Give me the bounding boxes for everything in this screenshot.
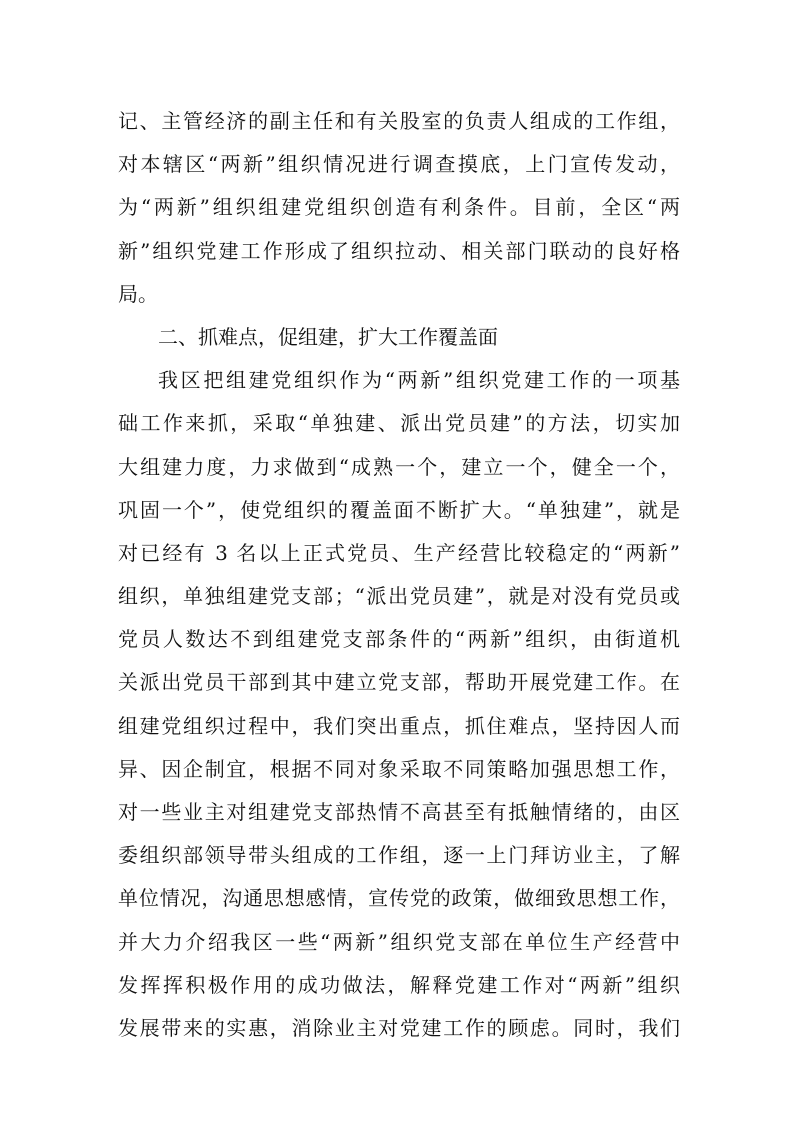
text-line: 我区把组建党组织作为“两新”组织党建工作的一项基 — [158, 368, 680, 393]
text-line: 对一些业主对组建党支部热情不高甚至有抵触情绪的，由区 — [118, 800, 680, 824]
text-line: 组建党组织过程中，我们突出重点，抓住难点，坚持因人而 — [118, 713, 680, 738]
text-line: 组织，单独组建党支部；“派出党员建”，就是对没有党员或 — [118, 584, 680, 609]
text-line: 异、因企制宜，根据不同对象采取不同策略加强思想工作， — [118, 756, 680, 781]
text-line: 对本辖区“两新”组织情况进行调查摸底，上门宣传发动， — [118, 152, 680, 177]
text-line: 关派出党员干部到其中建立党支部，帮助开展党建工作。在 — [118, 670, 680, 695]
text-line: 并大力介绍我区一些“两新”组织党支部在单位生产经营中 — [118, 929, 680, 954]
document-body — [118, 100, 680, 1050]
paragraph-1 — [118, 100, 680, 316]
text-line: 为“两新”组织组建党组织创造有利条件。目前，全区“两 — [118, 195, 680, 220]
text-line: 发展带来的实惠，消除业主对党建工作的顾虑。同时，我们 — [118, 1015, 680, 1040]
text-line: 局。 — [118, 281, 158, 306]
text-line: 础工作来抓，采取“单独建、派出党员建”的方法，切实加 — [118, 411, 680, 436]
text-line: 发挥挥积极作用的成功做法，解释党建工作对“两新”组织 — [118, 972, 680, 997]
text-line: 大组建力度，力求做到“成熟一个，建立一个，健全一个， — [118, 454, 680, 479]
text-line: 记、主管经济的副主任和有关股室的负责人组成的工作组， — [118, 109, 680, 133]
paragraph-2 — [118, 359, 680, 1050]
text-line: 新”组织党建工作形成了组织拉动、相关部门联动的良好格 — [118, 238, 680, 263]
text-line: 巩固一个”，使党组织的覆盖面不断扩大。“单独建”，就是 — [118, 497, 680, 522]
section-heading: 二、抓难点，促组建，扩大工作覆盖面 — [158, 324, 498, 349]
text-line: 单位情况，沟通思想感情，宣传党的政策，做细致思想工作， — [118, 886, 680, 911]
text-line: 委组织部领导带头组成的工作组，逐一上门拜访业主，了解 — [118, 843, 680, 868]
text-line: 党员人数达不到组建党支部条件的“两新”组织，由街道机 — [118, 627, 680, 652]
text-line: 对已经有 3 名以上正式党员、生产经营比较稳定的“两新” — [118, 540, 680, 565]
